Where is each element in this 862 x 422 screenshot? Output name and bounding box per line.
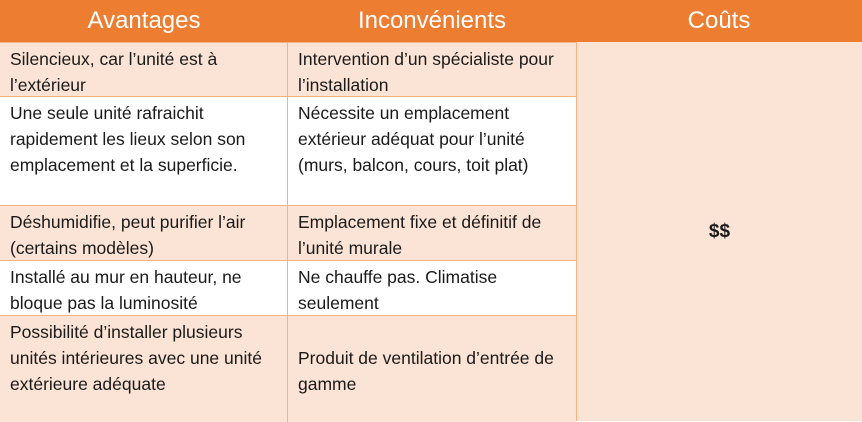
advantage-cell: Installé au mur en hauteur, ne bloque pas la luminosité (0, 261, 288, 316)
table-header (0, 0, 862, 42)
cost-cell (576, 42, 862, 421)
table-row (0, 260, 576, 316)
disadvantage-text: Produit de ventilation d’entrée de gamme (298, 347, 554, 394)
table-row (0, 205, 576, 261)
header-advantages: Avantages (87, 7, 201, 34)
advantage-cell: Possibilité d’installer plusieurs unités intérieures avec une unité extérieure adéquate (0, 316, 288, 422)
disadvantage-cell: Ne chauffe pas. Climatise seulement (298, 267, 498, 313)
table-row (0, 42, 576, 97)
header-disadvantages: Inconvénients (357, 7, 507, 34)
disadvantage-cell: Emplacement fixe et définitif de l’unité murale (298, 212, 542, 258)
advantage-cell: Déshumidifie, peut purifier l’air (certains modèles) (0, 206, 288, 261)
advantage-cell: Une seule unité rafraichit rapidement les lieux selon son emplacement et la superficie. (0, 97, 288, 206)
table-row (0, 315, 576, 422)
table-row (0, 96, 576, 206)
disadvantage-cell: Nécessite un emplacement extérieur adéquat pour l’unité (murs, balcon, cours, toit plat) (298, 103, 529, 175)
disadvantage-cell (288, 316, 576, 422)
cost-value: $$ (708, 220, 731, 242)
disadvantage-cell: Intervention d’un spécialiste pour l’installation (298, 49, 554, 95)
advantage-cell: Silencieux, car l’unité est à l’extérieur (0, 43, 288, 97)
header-costs: Coûts (687, 7, 751, 34)
